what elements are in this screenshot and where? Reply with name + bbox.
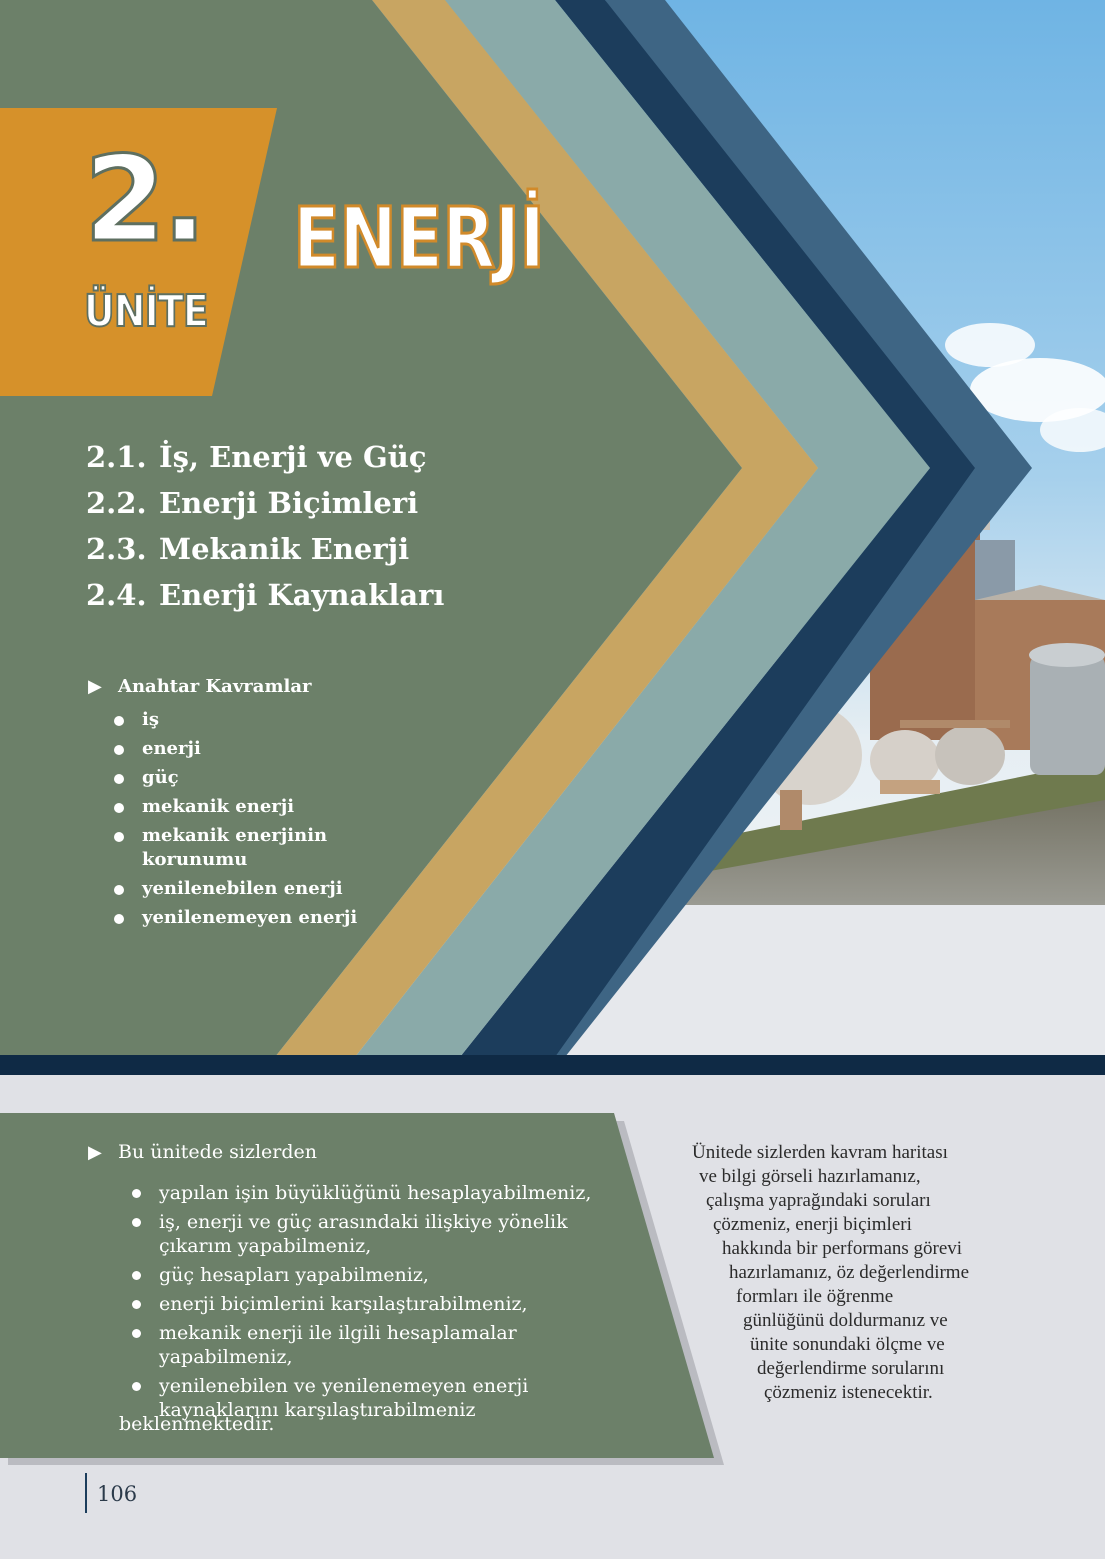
toc-item[interactable]	[86, 480, 444, 526]
list-item-text: güç hesapları yapabilmeniz,	[159, 1264, 429, 1286]
list-item	[114, 824, 382, 872]
page-number: 106	[97, 1482, 138, 1506]
note-line: ve bilgi görseli hazırlamanız,	[699, 1166, 921, 1187]
bullet-dot-icon	[114, 803, 124, 813]
list-item	[114, 737, 382, 761]
page-number-rule	[85, 1473, 87, 1513]
key-concepts-title: Anahtar Kavramlar	[118, 676, 312, 697]
note-line: hakkında bir performans görevi	[722, 1238, 963, 1259]
toc-number: 2.3.	[86, 532, 147, 566]
list-item	[114, 906, 382, 930]
unit-number: 2.	[84, 130, 203, 268]
toc-item[interactable]	[86, 434, 444, 480]
note-line: hazırlamanız, öz değerlendirme	[729, 1262, 970, 1283]
toc-number: 2.1.	[86, 440, 147, 474]
bullet-dot-icon	[114, 716, 124, 726]
list-item	[132, 1321, 629, 1369]
note-line: günlüğünü doldurmanız ve	[743, 1310, 948, 1331]
toc-text: Enerji Biçimleri	[159, 486, 419, 520]
objectives-closing: beklenmektedir.	[119, 1413, 275, 1435]
unit-title: ENERJİ	[293, 189, 545, 287]
list-item	[114, 877, 382, 901]
bullet-dot-icon	[132, 1218, 141, 1227]
bullet-dot-icon	[114, 774, 124, 784]
list-item	[132, 1210, 629, 1258]
list-item	[114, 795, 382, 819]
divider-bar	[0, 1055, 1105, 1075]
list-item-text: güç	[142, 767, 179, 788]
bullet-dot-icon	[132, 1329, 141, 1338]
toc-item[interactable]	[86, 572, 444, 618]
bullet-dot-icon	[114, 745, 124, 755]
table-of-contents	[86, 434, 444, 618]
key-concepts-heading	[88, 676, 311, 697]
objectives-title: Bu ünitede sizlerden	[118, 1141, 317, 1163]
objectives-heading	[88, 1141, 317, 1163]
list-item-text: iş, enerji ve güç arasındaki ilişkiye yönelik çıkarım yapabilmeniz,	[159, 1211, 568, 1257]
unit-label: ÜNİTE	[84, 286, 208, 337]
toc-item[interactable]	[86, 526, 444, 572]
note-line: çalışma yaprağındaki soruları	[706, 1190, 931, 1211]
toc-number: 2.4.	[86, 578, 147, 612]
note-line: çözmeniz, enerji biçimleri	[713, 1214, 912, 1235]
list-item-text: iş	[142, 709, 159, 730]
list-item	[132, 1292, 629, 1316]
list-item-text: mekanik enerji	[142, 796, 295, 817]
list-item-text: yenilenebilen enerji	[142, 878, 343, 899]
list-item-text: mekanik enerjinin korunumu	[142, 825, 328, 870]
toc-text: Enerji Kaynakları	[159, 578, 445, 612]
note-line: değerlendirme sorularını	[757, 1358, 945, 1379]
list-item	[114, 708, 382, 732]
list-item-text: yenilenemeyen enerji	[142, 907, 358, 928]
objectives-list	[132, 1181, 629, 1427]
toc-text: Mekanik Enerji	[159, 532, 410, 566]
right-triangle-icon: ▶	[88, 1142, 102, 1163]
list-item-text: mekanik enerji ile ilgili hesaplamalar yapabilmeniz,	[159, 1322, 517, 1368]
note-line: Ünitede sizlerden kavram haritası	[692, 1142, 948, 1163]
bullet-dot-icon	[132, 1189, 141, 1198]
list-item	[132, 1263, 629, 1287]
note-line: ünite sonundaki ölçme ve	[750, 1334, 945, 1355]
bullet-dot-icon	[132, 1300, 141, 1309]
note-line: çözmeniz istenecektir.	[764, 1382, 933, 1403]
toc-number: 2.2.	[86, 486, 147, 520]
bullet-dot-icon	[114, 885, 124, 895]
bullet-dot-icon	[114, 832, 124, 842]
bullet-dot-icon	[132, 1271, 141, 1280]
cloud	[945, 323, 1035, 367]
bullet-dot-icon	[132, 1382, 141, 1391]
assessment-note	[680, 1141, 1000, 1405]
bullet-dot-icon	[114, 914, 124, 924]
key-concepts-list	[114, 708, 382, 935]
list-item	[114, 766, 382, 790]
toc-text: İş, Enerji ve Güç	[159, 440, 427, 474]
list-item-text: yenilenebilen ve yenilenemeyen enerji kaynaklarını karşılaştırabilmeniz	[159, 1375, 529, 1421]
list-item-text: enerji	[142, 738, 201, 759]
right-triangle-icon: ▶	[88, 676, 102, 697]
list-item-text: yapılan işin büyüklüğünü hesaplayabilmeniz,	[159, 1182, 592, 1204]
note-line: formları ile öğrenme	[736, 1286, 894, 1307]
list-item-text: enerji biçimlerini karşılaştırabilmeniz,	[159, 1293, 528, 1315]
list-item	[132, 1181, 629, 1205]
